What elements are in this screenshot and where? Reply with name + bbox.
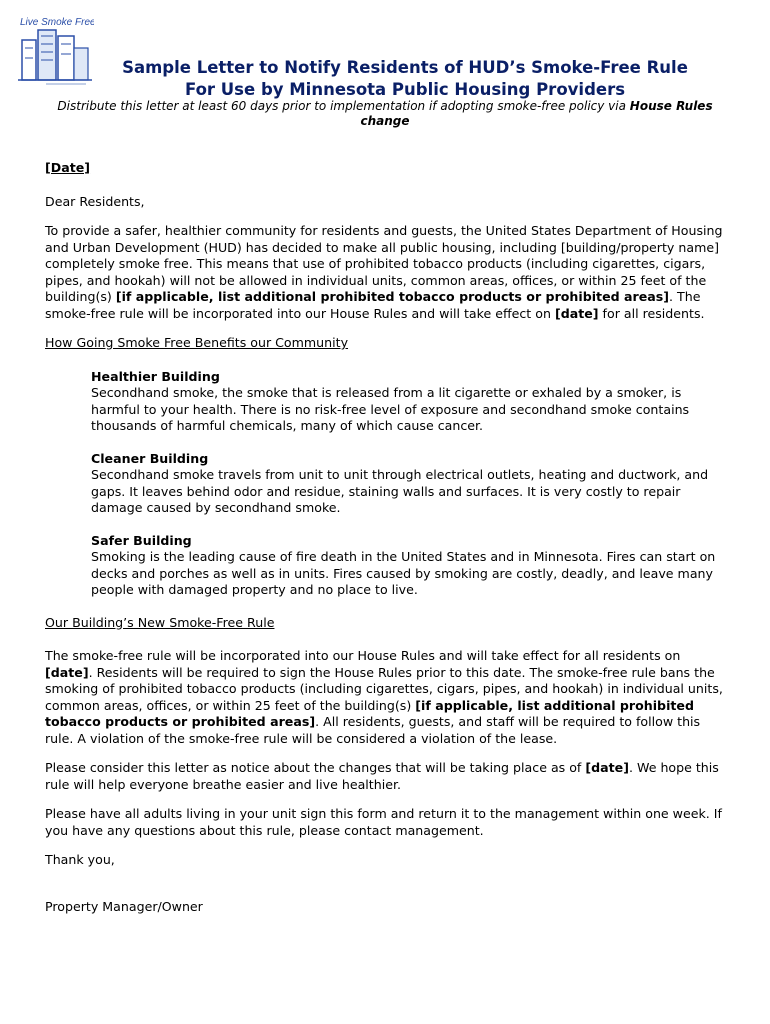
subtitle-bold: House Rules change	[360, 99, 713, 128]
benefit-text: Secondhand smoke travels from unit to unit through electrical outlets, heating and ductwork, and gaps. It leaves behind odor and residue, staining walls and surfaces. It is very costly to repair damage caused by secondhand smoke.	[91, 467, 709, 515]
benefit-item	[91, 533, 730, 599]
subtitle	[55, 99, 715, 129]
logo-text: Live Smoke Free	[20, 17, 94, 28]
benefit-item	[91, 451, 730, 517]
rule-text-2: . Residents will be required to sign the House Rules prior to this date. The smoke-free rule bans the smoking of prohibited tobacco products (including cigarettes, cigars, pipes, and hookah) in individual units, common areas, offices, or within 25 feet of the building(s)	[45, 664, 723, 713]
benefits-list	[45, 369, 730, 599]
intro-bold-1: [if applicable, list additional prohibited tobacco products or prohibited areas]	[115, 289, 670, 304]
notice-text-1: Please consider this letter as notice about the changes that will be taking place as of	[45, 760, 586, 775]
intro-text-2: . The smoke-free rule will be incorporated into our House Rules and will take effect on	[45, 289, 701, 321]
rule-paragraph	[45, 648, 730, 747]
benefit-title: Safer Building	[91, 532, 192, 548]
rule-bold-1: [date]	[45, 664, 89, 680]
benefits-heading: How Going Smoke Free Benefits our Community	[45, 335, 349, 350]
notice-paragraph	[45, 760, 730, 793]
sign-request-paragraph: Please have all adults living in your unit sign this form and return it to the management within one week. If you have any questions about this rule, please contact management.	[45, 806, 722, 838]
rule-heading: Our Building’s New Smoke-Free Rule	[45, 614, 275, 630]
notice-bold-1: [date]	[585, 760, 629, 775]
notice-text-2: . We hope this rule will help everyone breathe easier and live healthier.	[45, 760, 719, 792]
closing: Thank you,	[45, 852, 115, 867]
benefit-title: Cleaner Building	[91, 450, 209, 466]
letter-body	[45, 160, 730, 915]
intro-bold-2: [date]	[554, 305, 599, 321]
benefit-text: Smoking is the leading cause of fire death in the United States and in Minnesota. Fires can start on decks and porches as well as in units. Fires caused by smoking are costly, deadly, and leave many people with damaged property and no place to live.	[91, 549, 716, 597]
title-line-1: Sample Letter to Notify Residents of HUD’s Smoke-Free Rule	[122, 58, 688, 77]
benefit-text: Secondhand smoke, the smoke that is released from a lit cigarette or exhaled by a smoker, is harmful to your health. There is no risk-free level of exposure and secondhand smoke contains thousands of harmful chemicals, many of which cause cancer.	[91, 385, 690, 433]
subtitle-text: Distribute this letter at least 60 days prior to implementation if adopting smoke-free policy via	[57, 99, 630, 113]
greeting: Dear Residents,	[45, 193, 145, 209]
letter-date: [Date]	[45, 160, 91, 175]
rule-text-1: The smoke-free rule will be incorporated into our House Rules and will take effect for all residents on	[45, 648, 681, 663]
benefit-title: Healthier Building	[91, 368, 220, 384]
page-title	[40, 57, 770, 101]
intro-paragraph	[45, 223, 730, 322]
signature: Property Manager/Owner	[45, 898, 203, 914]
title-line-2: For Use by Minnesota Public Housing Providers	[184, 80, 626, 99]
intro-text-3: for all residents.	[598, 305, 705, 321]
benefit-item	[91, 369, 730, 435]
rule-text-3: . All residents, guests, and staff will be required to follow this rule. A violation of the smoke-free rule will be considered a violation of the lease.	[45, 714, 701, 746]
intro-text-1: To provide a safer, healthier community for residents and guests, the United States Department of Housing and Urban Development (HUD) has decided to make all public housing, including [building/property name] completely smoke free. This means that use of prohibited tobacco products (including cigarettes, cigars, pipes, and hookah) will not be allowed in individual units, common areas, offices, or within 25 feet of the building(s)	[45, 223, 723, 304]
rule-bold-2: [if applicable, list additional prohibited tobacco products or prohibited areas]	[45, 697, 694, 729]
